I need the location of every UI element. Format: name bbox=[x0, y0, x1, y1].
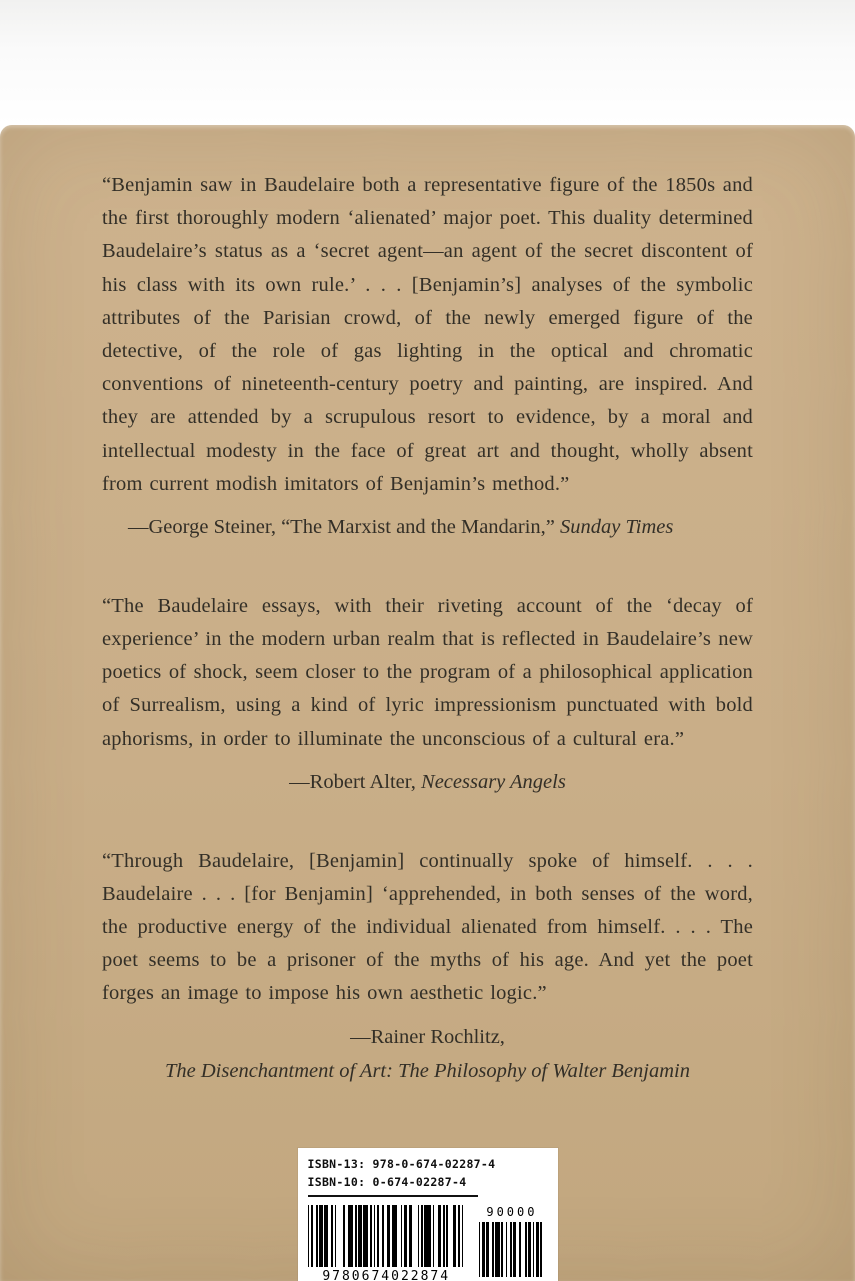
barcode-row bbox=[308, 1205, 548, 1281]
isbn13-label: ISBN-13: bbox=[307, 1157, 366, 1172]
blurb-steiner bbox=[102, 169, 753, 544]
supplement-barcode-digits: 90000 bbox=[486, 1204, 538, 1219]
ean-barcode bbox=[308, 1205, 465, 1281]
blurb-rochlitz-attribution bbox=[102, 1021, 753, 1054]
attribution-prefix: —Robert Alter, bbox=[289, 770, 422, 793]
attribution-source-title: The Disenchantment of Art: The Philosophy of Walter Benjamin bbox=[165, 1060, 690, 1083]
ean-barcode-bars bbox=[308, 1205, 465, 1267]
background-top bbox=[0, 0, 855, 125]
isbn10-line bbox=[308, 1174, 478, 1192]
isbn10-value: 0-674-02287-4 bbox=[372, 1175, 467, 1190]
attribution-prefix: —George Steiner, “The Marxist and the Mandarin,” bbox=[128, 516, 561, 539]
blurb-rochlitz-source bbox=[102, 1055, 753, 1088]
blurb-alter-attribution bbox=[102, 766, 753, 799]
isbn13-value: 978-0-674-02287-4 bbox=[372, 1157, 496, 1172]
blurb-rochlitz-text: “Through Baudelaire, [Benjamin] continually spoke of himself. . . . Baudelaire . . . [for Benjamin] ‘apprehended, in both senses of the word, the productive energy of the individual alienated from himself. . . . The poet seems to be a prisoner of the myths of his age. And yet the poet forges an image to impose his own aesthetic logic.” bbox=[102, 849, 753, 1005]
ean-barcode-digits: 9780674022874 bbox=[322, 1268, 451, 1281]
blurb-alter bbox=[102, 590, 753, 799]
back-cover bbox=[0, 125, 855, 1281]
attribution-prefix: —Rainer Rochlitz, bbox=[350, 1025, 505, 1048]
blurb-alter-text: “The Baudelaire essays, with their riveting account of the ‘decay of experience’ in the modern urban realm that is reflected in Baudelaire’s new poetics of shock, seem closer to the program of a philosophical application of Surrealism, using a kind of lyric impressionism punctuated with bold aphorisms, in order to illuminate the unconscious of a cultural era.” bbox=[102, 594, 753, 750]
isbn-block bbox=[307, 1156, 496, 1197]
blurb-rochlitz bbox=[102, 845, 753, 1089]
blurb-steiner-text: “Benjamin saw in Baudelaire both a representative figure of the 1850s and the first thoroughly modern ‘alienated’ major poet. This duality determined Baudelaire’s status as a ‘secret agent—an agent of the secret discontent of his class with its own rule.’ . . . [Benjamin’s] analyses of the symbolic attributes of the Parisian crowd, of the newly emerged figure of the detective, of the role of gas lighting in the optical and chromatic conventions of nineteenth-century poetry and painting, are inspired. And they are attended by a scrupulous resort to evidence, by a moral and intellectual modesty in the face of great art and thought, wholly absent from current modish imitators of Benjamin’s method.” bbox=[102, 174, 753, 495]
isbn13-line bbox=[307, 1156, 496, 1174]
isbn10-label: ISBN-10: bbox=[307, 1175, 366, 1190]
supplement-barcode-bars bbox=[479, 1222, 545, 1277]
attribution-source-title: Sunday Times bbox=[560, 516, 674, 539]
supplement-barcode bbox=[479, 1205, 545, 1277]
barcode-panel bbox=[298, 1148, 558, 1281]
attribution-source-title: Necessary Angels bbox=[421, 770, 566, 793]
blurb-steiner-attribution bbox=[128, 511, 753, 544]
